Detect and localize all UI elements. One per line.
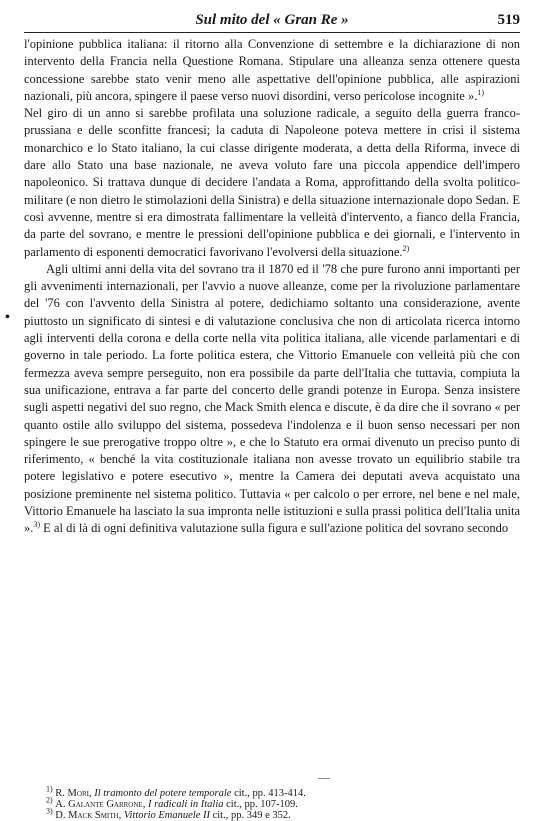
footnote-divider [318,778,330,779]
margin-mark: • [5,310,10,325]
footnote-title: Vittorio Emanuele II [123,810,210,821]
paragraph [24,36,520,105]
footnote-ref: 2) [402,243,410,253]
body-text [24,36,520,538]
footnote-rest: cit., pp. 107-109. [223,799,298,810]
footnote [46,784,516,799]
footnote-rest: cit., pp. 349 e 352. [209,810,291,821]
paragraph-text: Nel giro di un anno si sarebbe profilata una soluzione radicale, a seguito della guerra franco-prussiana e delle sconfitte francesi; la caduta di Napoleone poteva mettere in crisi il sistema monarchico e lo Stato italiano, la cui classe dirigente moderata, a detta della Riforma, invece di dare allo Stato una base nazionale, ne aveva voluto fare una piccola appendice dell'impero napoleonico. Si trattava dunque di decidere l'andata a Roma, approfittando della svolta politico-militare (e non dietro le stimolazioni della Sinistra) e della situazione internazionale dopo Sedan. E così avvenne, mentre si era dimostrata fallimentare la velleità d'intervento, a fianco della Francia, da parte del sovrano, e mentre le pressioni dell'opinione pubblica e dei giornali, e l'intervento in parlamento di esponenti democratici favorivano l'evolversi della situazione. [24,106,520,259]
footnote-author: D. Mack Smith, [55,810,122,821]
footnotes [46,784,516,821]
paragraph [24,261,520,538]
paragraph [24,105,520,261]
paragraph-text: l'opinione pubblica italiana: il ritorno alla Convenzione di settembre e la dichiarazione di non intervento della Francia nella Questione Romana. Stipulare una alleanza senza ottenere questa concessione sarebbe stato venir meno alle aspettative dell'opinione pubblica, alle aspirazioni nazionali, più ancora, spingere il paese verso nuovi disordini, verso pericolose incognite ». [24,37,520,103]
footnote-title: I radicali in Italia [147,799,224,810]
paragraph-text: Agli ultimi anni della vita del sovrano tra il 1870 ed il '78 che pure furono anni importanti per gli avvenimenti internazionali, per l'avvio a nuove alleanze, come per la rivoluzione parlamentare del '76 con l'avvento della Sinistra al potere, dedichiamo soltanto una considerazione, avente piuttosto un significato di sintesi e di valutazione conclusiva che non di articolata ricerca intorno agli interventi della corona e della corte nella vita politica italiana, alle vicende parlamentari e di governo in tale periodo. La forte politica estera, che Vittorio Emanuele con velleità più che con fermezza aveva sempre perseguito, non era possibile da parte dell'Italia che tuttavia, compiuta la sua unificazione, entrava a far parte del concerto delle grandi potenze in Europa. Senza insistere sugli aspetti negativi del suo regno, che Mack Smith elenca e discute, è da dire che il sovrano « per quanto ostile allo sviluppo del sistema, possedeva l'indolenza e il buon senso necessari per non spingere le sue prerogative troppo oltre », e che lo Statuto era ormai divenuto un preciso punto di riferimento, « benché la vita costituzionale italiana non avesse trovato un equilibrio stabile tra potere legislativo e potere esecutivo », mentre la Camera dei deputati aveva acquistato una posizione preminente nel sistema politico. Tuttavia « per calcolo o per errore, nel bene e nel male, Vittorio Emanuele ha lasciato la sua impronta nelle istituzioni e sulla prassi politica dell'Italia unita ». [24,261,520,536]
footnote-author: A. Galante Garrone, [55,799,146,810]
page-header [24,10,520,33]
footnote-author: R. Mori, [55,788,92,799]
footnote-number: 3) [46,806,53,816]
footnote-number: 1) [46,784,53,794]
footnote [46,795,516,810]
page-number: 519 [497,12,520,28]
footnote [46,806,516,821]
running-title: Sul mito del « Gran Re » [195,12,349,28]
footnote-title: Il tramonto del potere temporale [94,788,232,799]
footnote-ref: 1) [477,87,485,97]
paragraph-tail: E al di là di ogni definitiva valutazione sulla figura e sull'azione politica del sovrano secondo [40,521,509,536]
footnote-number: 2) [46,795,53,805]
footnote-ref: 3) [33,520,41,530]
footnote-rest: cit., pp. 413-414. [231,788,306,799]
